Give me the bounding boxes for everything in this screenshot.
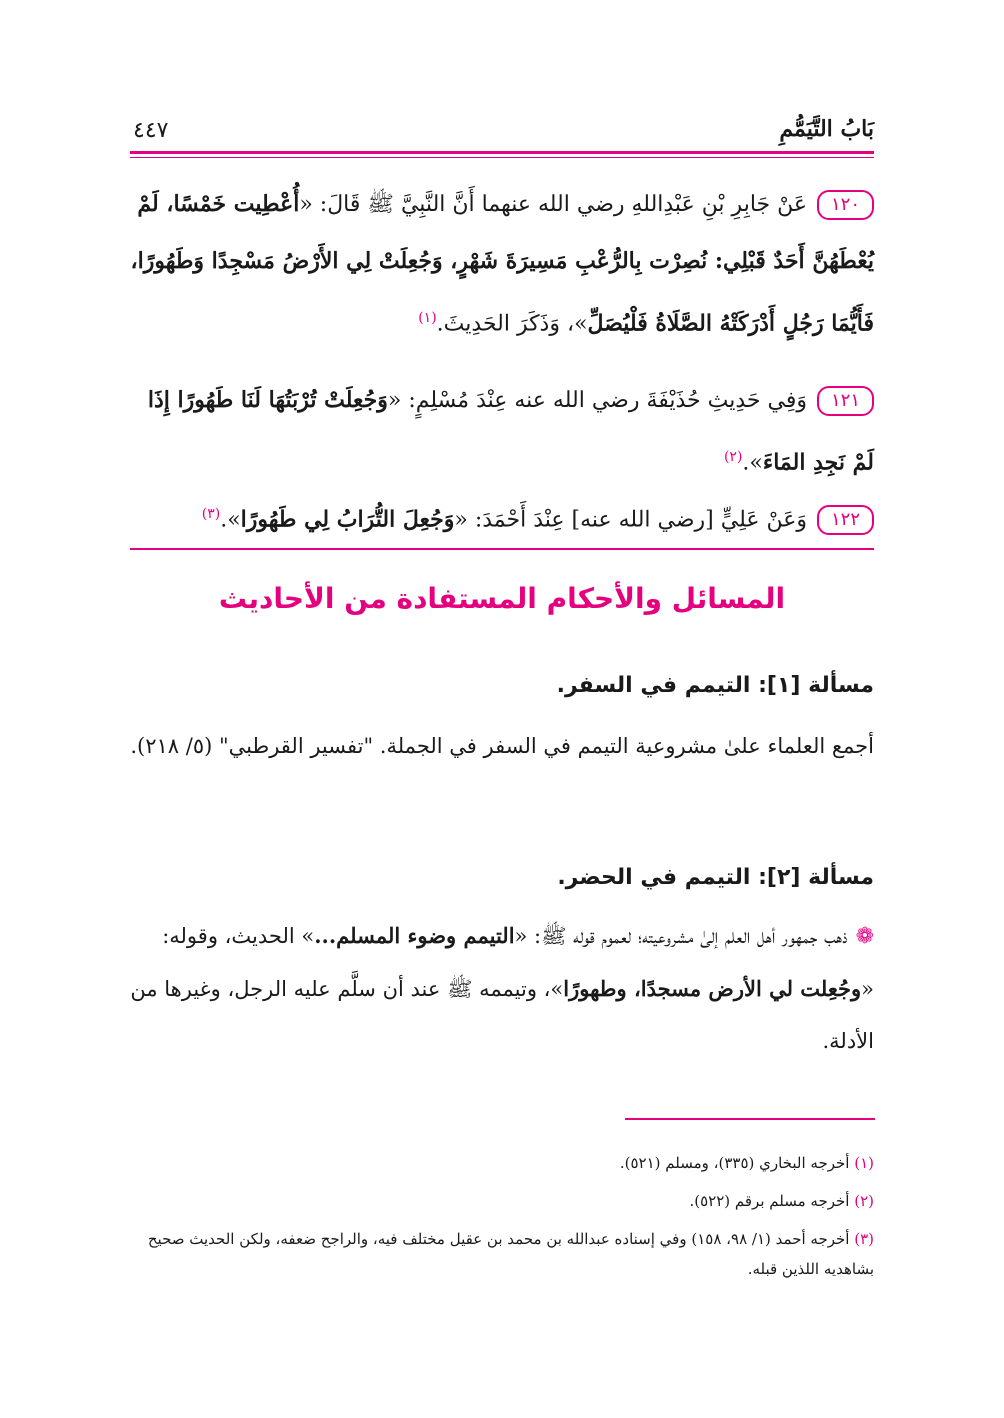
section-heading: المسائل والأحكام المستفادة من الأحاديث: [218, 582, 786, 615]
hadith-number: ١٢٢: [817, 505, 874, 535]
footnote-3: [130, 1224, 874, 1284]
issue-text: »، وتيممه ﷺ عند أن سلَّم عليه الرجل، وغيرها من الأدلة.: [130, 977, 874, 1053]
footnote-number: (٢): [854, 1192, 874, 1210]
hadith-text-post: ».: [220, 507, 241, 533]
footnote-ref: (١): [418, 310, 437, 326]
hadith-120: [130, 176, 874, 352]
footnote-number: (١): [854, 1154, 874, 1172]
issue-title-1: مسألة [١]: التيمم في السفر.: [556, 673, 874, 698]
footnote-ref: (٣): [201, 506, 221, 522]
hadith-text-post: ».: [742, 450, 763, 476]
footnote-number: (٣): [854, 1230, 874, 1248]
hadith-text-bold: أُعْطِيت خَمْسًا، لَمْ يُعْطَهُنَّ أَحَدٌ قَبْلِي: نُصِرْت بِالرُّعْبِ مَسِيرَةَ شَهْرٍ، وَجُعِلَتْ لِي الأَرْضُ مَسْجِدًا وَطَهُورًا، فَأَيُّمَا رَجُلٍ أَدْرَكَتْهُ الصَّلَاةُ فَلْيُصَلِّ: [130, 191, 874, 337]
hadith-121: [130, 372, 874, 491]
header-rule-thin: [130, 157, 874, 158]
hadith-text-bold: وَجُعِلَ التُّرَابُ لِي طَهُورًا: [240, 506, 455, 533]
footnote-text: أخرجه البخاري (٣٣٥)، ومسلم (٥٢١).: [619, 1154, 850, 1172]
chapter-title: بَابُ التَّيَمُّمِ: [779, 116, 874, 142]
header-rule-thick: [130, 151, 874, 154]
page-number: ٤٤٧: [133, 118, 169, 143]
footnote-text: أخرجه أحمد (١/ ٩٨، ١٥٨) وفي إسناده عبدالله بن محمد بن عقيل مختلف فيه، والراجح ضعفه، ولكن الحديث صحيح بشاهديه اللذين قبله.: [147, 1230, 874, 1278]
footnote-text: أخرجه مسلم برقم (٥٢٢).: [689, 1192, 850, 1210]
issue-title-2: مسألة [٢]: التيمم في الحضر.: [557, 865, 874, 890]
issue-quote: التيمم وضوء المسلم...: [314, 923, 515, 948]
hadith-text-pre: وَفِي حَدِيثِ حُذَيْفَةَ رضي الله عنه عِنْدَ مُسْلِمٍ: «: [387, 388, 807, 413]
issue-body-2: [130, 910, 874, 1067]
footnote-ref: (٢): [723, 449, 743, 465]
issue-text: » الحديث، وقوله: «: [162, 924, 874, 1001]
issue-text: ذهب جمهور أهل العلم إلىٰ مشروعيته؛ لعموم قوله ﷺ: «: [514, 924, 848, 948]
issue-body-1: أجمع العلماء علىٰ مشروعية التيمم في السفر في الجملة. "تفسير القرطبي" (٥/ ٢١٨).: [130, 734, 874, 758]
footnote-2: [130, 1186, 874, 1216]
section-divider: [130, 548, 874, 550]
footnote-1: [130, 1148, 874, 1178]
hadith-text-bold: وَجُعِلَتْ تُرْبَتُهَا لَنَا طَهُورًا إِذَا لَمْ نَجِدِ المَاءَ: [147, 387, 874, 476]
hadith-text-post: »، وَذَكَرَ الحَدِيثَ.: [436, 311, 588, 337]
hadith-122: [130, 486, 874, 548]
footnote-rule: [625, 1118, 875, 1120]
flower-icon: ❁: [855, 924, 874, 949]
hadith-text-pre: عَنْ جَابِرِ بْنِ عَبْدِاللهِ رضي الله عنهما أَنَّ النَّبِيَّ ﷺ قَالَ: «: [299, 192, 807, 217]
hadith-number: ١٢٠: [817, 190, 874, 220]
hadith-text-pre: وَعَنْ عَلِيٍّ [رضي الله عنه] عِنْدَ أَحْمَدَ: «: [454, 507, 807, 533]
issue-quote: وجُعِلت لي الأرض مسجدًا، وطهورًا: [563, 976, 862, 1001]
hadith-number: ١٢١: [817, 386, 874, 416]
